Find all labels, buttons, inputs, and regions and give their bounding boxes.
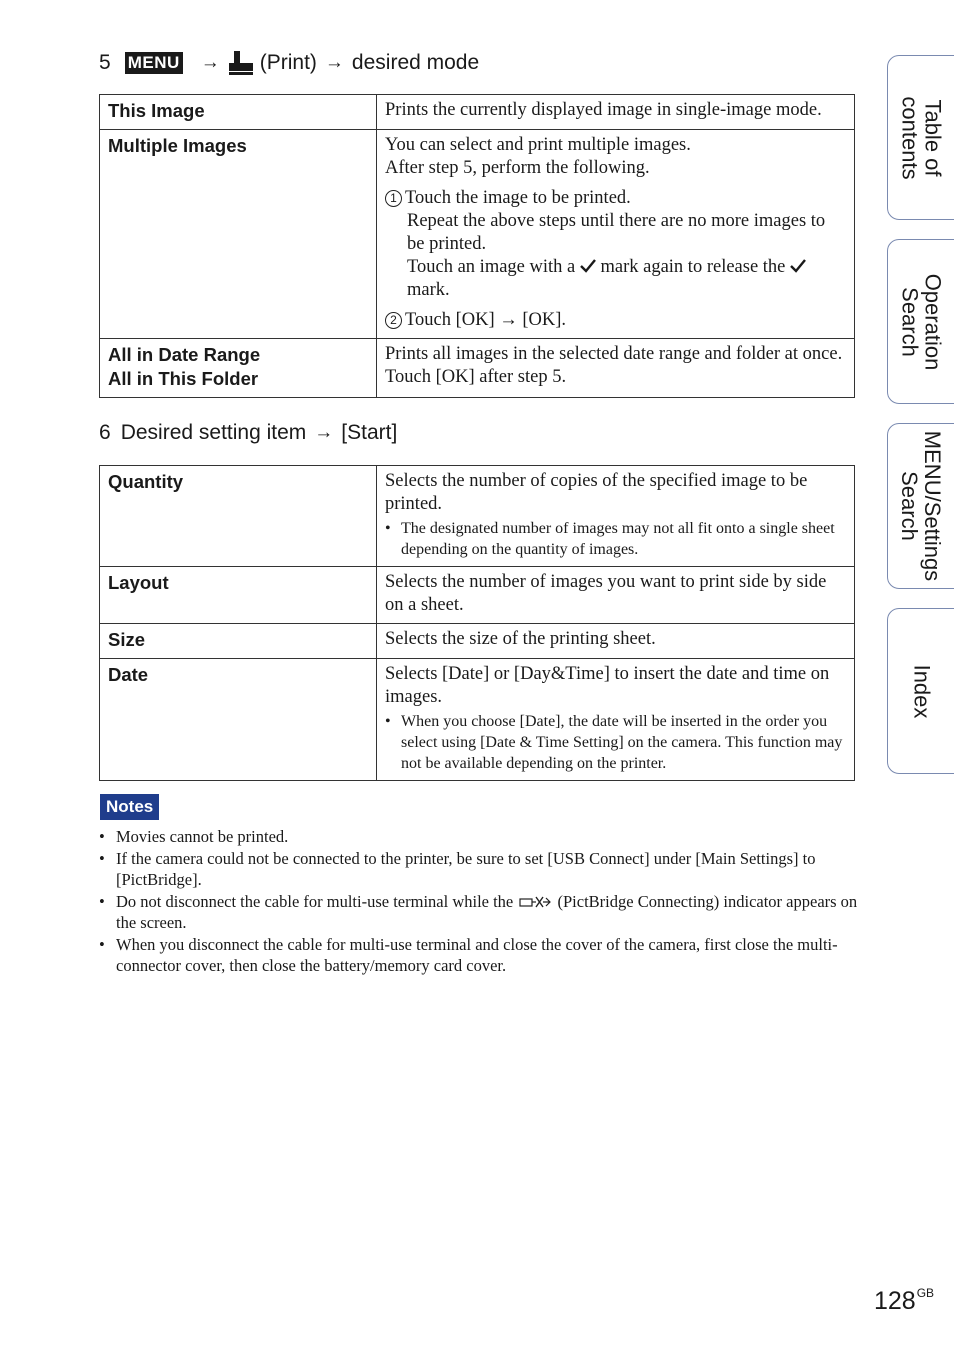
bullet-glyph: • xyxy=(99,848,105,868)
tab-label-wrap xyxy=(888,240,954,403)
list-item xyxy=(99,826,859,848)
text-fragment: Do not disconnect the cable for multi-use terminal while the xyxy=(116,891,514,911)
row-value xyxy=(377,466,855,567)
text-line: Selects [Date] or [Day&Time] to insert the date and time on images. xyxy=(385,664,830,707)
checkmark-icon xyxy=(790,259,806,273)
step-item xyxy=(385,309,846,332)
tab-label-line: Search xyxy=(897,286,923,357)
row-key xyxy=(100,339,377,398)
bullet-glyph: • xyxy=(385,520,391,537)
text-fragment: mark again to release the xyxy=(600,257,786,277)
row-value xyxy=(377,659,855,781)
list-item xyxy=(99,848,859,891)
row-key-line: All in This Folder xyxy=(108,368,259,389)
table-row xyxy=(100,466,855,567)
tab-label xyxy=(910,664,933,718)
desired-mode-label: desired mode xyxy=(351,51,480,74)
bullet-glyph: • xyxy=(385,713,391,730)
tab-label-wrap xyxy=(888,609,954,773)
circled-number: 1 xyxy=(385,190,402,207)
row-key: Size xyxy=(100,624,377,659)
page-number-suffix: GB xyxy=(916,1286,935,1300)
table-row xyxy=(100,339,855,398)
step5-heading xyxy=(99,50,479,76)
tab-label xyxy=(899,431,945,581)
table-row xyxy=(100,624,855,659)
note-text xyxy=(116,891,859,934)
notes-list xyxy=(99,826,859,977)
row-value: Selects the number of images you want to print side by side on a sheet. xyxy=(377,567,855,624)
step-text: Touch [OK] → [OK]. xyxy=(405,310,567,330)
step-item xyxy=(385,187,846,210)
row-key-line: All in Date Range xyxy=(108,344,261,365)
tab-label-line: contents xyxy=(897,95,923,180)
settings-table xyxy=(99,465,855,781)
tab-label-line: Table of xyxy=(920,98,946,177)
tab-index[interactable] xyxy=(887,608,954,774)
step-sub-text: Repeat the above steps until there are no more images to be printed. xyxy=(407,211,826,254)
text-line: After step 5, perform the following. xyxy=(385,158,650,178)
row-value xyxy=(377,339,855,398)
tab-label-line: Search xyxy=(897,471,923,541)
checkmark-icon xyxy=(580,259,596,273)
print-mode-table xyxy=(99,94,855,398)
text-fragment: (PictBridge Connecting) indicator appears on the screen. xyxy=(116,891,858,932)
menu-icon: MENU xyxy=(125,52,183,74)
step-number: 5 xyxy=(99,51,111,74)
print-label: (Print) xyxy=(259,51,317,74)
arrow-icon: → xyxy=(314,422,334,443)
table-row xyxy=(100,130,855,339)
step-text: Desired setting item xyxy=(120,421,307,444)
row-value xyxy=(377,130,855,339)
note-text: When you disconnect the cable for multi-use terminal and close the cover of the camera, first close the multi-connector cover, then close the battery/memory card cover. xyxy=(116,934,838,975)
notes-badge: Notes xyxy=(100,794,159,820)
bullet-glyph: • xyxy=(99,891,105,911)
tab-operation-search[interactable] xyxy=(887,239,954,404)
tab-label-wrap xyxy=(888,56,954,219)
note-text: The designated number of images may not all fit onto a single sheet depending on the quantity of images. xyxy=(401,520,835,558)
text-line: Touch [OK] after step 5. xyxy=(385,367,567,387)
circled-number: 2 xyxy=(385,312,402,329)
row-key: Quantity xyxy=(100,466,377,567)
note-text: When you choose [Date], the date will be inserted in the order you select using [Date & Time Setting] on the camera. This function may not be available depending on the printer. xyxy=(401,713,843,772)
bullet-glyph: • xyxy=(99,827,105,846)
page-number-value: 128 xyxy=(874,1287,916,1315)
text-line: You can select and print multiple images. xyxy=(385,135,691,155)
pictbridge-connecting-icon xyxy=(519,894,551,910)
step-text: Touch the image to be printed. xyxy=(405,188,631,208)
text-fragment: Touch an image with a xyxy=(407,257,576,277)
table-row xyxy=(100,95,855,130)
print-icon xyxy=(228,50,254,76)
note-text: Movies cannot be printed. xyxy=(116,827,289,846)
table-row xyxy=(100,659,855,781)
row-value: Prints the currently displayed image in single-image mode. xyxy=(377,95,855,130)
text-line: Selects the number of copies of the specified image to be printed. xyxy=(385,471,808,514)
step-number: 6 xyxy=(99,421,111,444)
step-sub-text xyxy=(385,256,846,302)
row-key: Layout xyxy=(100,567,377,624)
tab-label xyxy=(899,96,945,179)
list-item xyxy=(99,891,859,934)
row-key: Multiple Images xyxy=(100,130,377,339)
tab-table-of-contents[interactable] xyxy=(887,55,954,220)
tab-label-line: Index xyxy=(908,664,934,718)
tab-label-line: MENU/Settings xyxy=(920,430,946,582)
tab-label-line: Operation xyxy=(920,273,946,370)
tab-label xyxy=(899,273,945,370)
table-row xyxy=(100,567,855,624)
row-key: This Image xyxy=(100,95,377,130)
tab-menu-settings-search[interactable] xyxy=(887,423,954,589)
list-item xyxy=(99,934,859,977)
start-label: [Start] xyxy=(341,421,398,444)
text-line: Prints all images in the selected date range and folder at once. xyxy=(385,344,843,364)
arrow-icon: → xyxy=(324,52,344,73)
text-fragment: mark. xyxy=(407,280,450,300)
row-key: Date xyxy=(100,659,377,781)
step6-heading xyxy=(99,421,397,445)
row-value: Selects the size of the printing sheet. xyxy=(377,624,855,659)
note-text: If the camera could not be connected to the printer, be sure to set [USB Connect] under [Main Settings] to [PictBridge]. xyxy=(116,848,816,889)
bullet-note xyxy=(385,518,846,560)
bullet-note xyxy=(385,711,846,774)
page-number xyxy=(874,1286,934,1316)
bullet-glyph: • xyxy=(99,934,105,954)
arrow-icon: → xyxy=(200,52,220,73)
tab-label-wrap xyxy=(888,424,954,588)
